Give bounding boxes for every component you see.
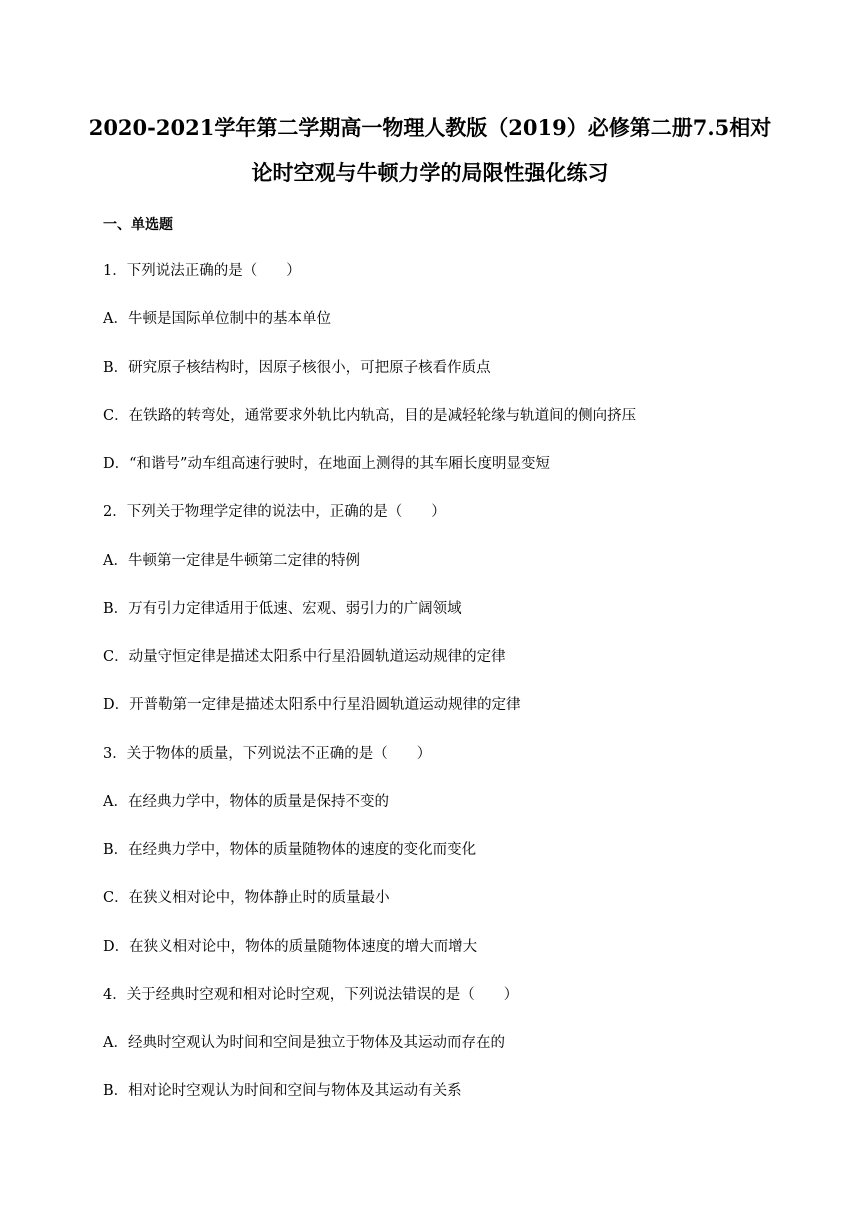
question-1-option-c: C．在铁路的转弯处，通常要求外轨比内轨高，目的是减轻轮缘与轨道间的侧向挤压: [103, 408, 637, 424]
question-3-option-c: C．在狭义相对论中，物体静止时的质量最小: [103, 890, 390, 906]
question-4-option-a: A．经典时空观认为时间和空间是独立于物体及其运动而存在的: [103, 1035, 505, 1051]
question-3-option-a: A．在经典力学中，物体的质量是保持不变的: [103, 794, 389, 810]
section-heading: 一、单选题: [103, 217, 173, 233]
question-1-option-d: D．“和谐号”动车组高速行驶时，在地面上测得的其车厢长度明显变短: [103, 456, 550, 472]
question-2-option-a: A．牛顿第一定律是牛顿第二定律的特例: [103, 553, 360, 569]
question-4-option-b: B．相对论时空观认为时间和空间与物体及其运动有关系: [103, 1083, 462, 1099]
question-2-option-c: C．动量守恒定律是描述太阳系中行星沿圆轨道运动规律的定律: [103, 649, 506, 665]
question-3-stem: 3．关于物体的质量，下列说法不正确的是（ ）: [103, 746, 432, 762]
question-1-option-b: B．研究原子核结构时，因原子核很小，可把原子核看作质点: [103, 360, 491, 376]
question-2-option-b: B．万有引力定律适用于低速、宏观、弱引力的广阔领域: [103, 601, 462, 617]
question-2-option-d: D．开普勒第一定律是描述太阳系中行星沿圆轨道运动规律的定律: [103, 697, 521, 713]
question-1-stem: 1．下列说法正确的是（ ）: [103, 263, 301, 279]
document-title-line-2: 论时空观与牛顿力学的局限性强化练习: [251, 160, 609, 185]
question-1-option-a: A．牛顿是国际单位制中的基本单位: [103, 311, 331, 327]
question-4-stem: 4．关于经典时空观和相对论时空观，下列说法错误的是（ ）: [103, 987, 519, 1003]
document-title-line-1: 2020-2021学年第二学期高一物理人教版（2019）必修第二册7.5相对: [88, 115, 772, 140]
question-2-stem: 2．下列关于物理学定律的说法中，正确的是（ ）: [103, 504, 446, 520]
question-3-option-d: D．在狭义相对论中，物体的质量随物体速度的增大而增大: [103, 939, 478, 955]
question-3-option-b: B．在经典力学中，物体的质量随物体的速度的变化而变化: [103, 842, 477, 858]
